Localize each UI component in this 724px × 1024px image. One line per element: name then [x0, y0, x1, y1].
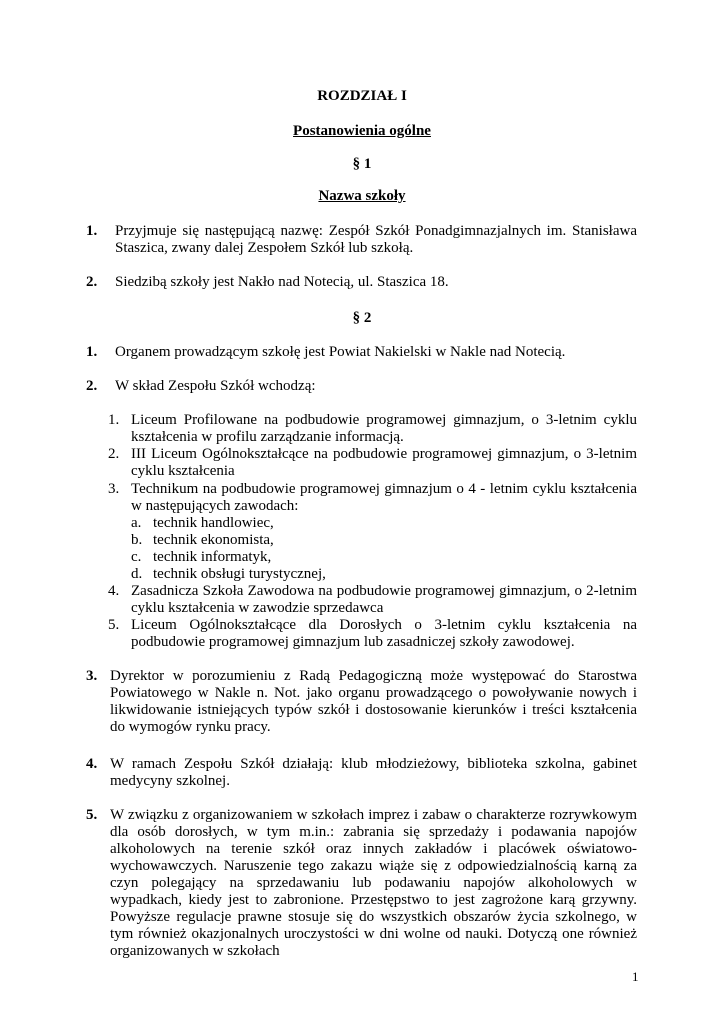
s2-item-4-number: 4. — [86, 756, 98, 772]
chapter-title: ROZDZIAŁ I — [317, 88, 407, 104]
profession-d-text: technik obsługi turystycznej, — [153, 566, 326, 582]
school-1-text: Liceum Profilowane na podbudowie programowej gimnazjum, o 3-letnim cyklu kształcenia w profilu zarządzanie informacją. — [131, 412, 637, 445]
s2-item-3-number: 3. — [86, 668, 98, 684]
chapter-subtitle: Postanowienia ogólne — [293, 123, 431, 139]
section-1-symbol: § 1 — [352, 156, 372, 172]
s2-item-3-text: Dyrektor w porozumieniu z Radą Pedagogiczną może występować do Starostwa Powiatowego w Nakle n. Not. jako organu prowadzącego o powoływanie nowych i likwidowanie istniejących typów szkół i dostosowanie kierunków i treści kształcenia do wymogów rynku pracy. — [110, 668, 637, 735]
s1-item-2-text: Siedzibą szkoły jest Nakło nad Notecią, ul. Staszica 18. — [115, 274, 449, 290]
s1-item-2-number: 2. — [86, 274, 98, 290]
section-2-symbol: § 2 — [352, 310, 372, 326]
school-2-text: III Liceum Ogólnokształcące na podbudowie programowej gimnazjum, o 3-letnim cyklu kształcenia — [131, 446, 637, 479]
school-3-text: Technikum na podbudowie programowej gimnazjum o 4 - letnim cyklu kształcenia w następujących zawodach: — [131, 481, 637, 514]
s2-item-5-number: 5. — [86, 807, 98, 823]
school-1-number: 1. — [108, 412, 120, 428]
profession-b-letter: b. — [131, 532, 143, 548]
school-4-text: Zasadnicza Szkoła Zawodowa na podbudowie programowej gimnazjum, o 2-letnim cyklu kształcenia w zawodzie sprzedawca — [131, 583, 637, 616]
section-1-title: Nazwa szkoły — [318, 188, 406, 204]
profession-b-text: technik ekonomista, — [153, 532, 274, 548]
profession-c-text: technik informatyk, — [153, 549, 272, 565]
school-3-number: 3. — [108, 481, 120, 497]
profession-c-letter: c. — [131, 549, 142, 565]
s2-item-2-number: 2. — [86, 378, 98, 394]
profession-a-letter: a. — [131, 515, 142, 531]
s2-item-1-number: 1. — [86, 344, 98, 360]
school-5-text: Liceum Ogólnokształcące dla Dorosłych o 3-letnim cyklu kształcenia na podbudowie programowej gimnazjum lub zasadniczej szkoły zawodowej. — [131, 617, 637, 650]
school-2-number: 2. — [108, 446, 120, 462]
page-number: 1 — [632, 969, 639, 984]
s2-item-2-text: W skład Zespołu Szkół wchodzą: — [115, 378, 316, 394]
s2-item-4-text: W ramach Zespołu Szkół działają: klub młodzieżowy, biblioteka szkolna, gabinet medycyny szkolnej. — [110, 756, 637, 789]
school-5-number: 5. — [108, 617, 120, 633]
s2-item-1-text: Organem prowadzącym szkołę jest Powiat Nakielski w Nakle nad Notecią. — [115, 344, 566, 360]
s1-item-1-number: 1. — [86, 223, 98, 239]
school-4-number: 4. — [108, 583, 120, 599]
profession-a-text: technik handlowiec, — [153, 515, 274, 531]
profession-d-letter: d. — [131, 566, 143, 582]
s2-item-5-text: W związku z organizowaniem w szkołach imprez i zabaw o charakterze rozrywkowym dla osób dorosłych, w tym m.in.: zabrania się sprzedaży i podawania napojów alkoholowych na terenie szkół oraz innych zakładów i placówek oświatowo- wychowawczych. Naruszenie tego zakazu wiąże się z odpowiedzialnością karną za czyn polegający na sprzedawaniu lub podawaniu napojów alkoholowych w wypadkach, kiedy jest to zabronione. Przestępstwo to jest zagrożone karą grzywny. Powyższe regulacje prawne stosuje się do wszystkich obszarów życia szkolnego, w tym również okazjonalnych uroczystości w dni wolne od nauki. Dotyczą one również organizowanych w szkołach — [110, 807, 637, 959]
s1-item-1-text: Przyjmuje się następującą nazwę: Zespół Szkół Ponadgimnazjalnych im. Stanisława Staszica, zwany dalej Zespołem Szkół lub szkołą. — [115, 223, 637, 256]
